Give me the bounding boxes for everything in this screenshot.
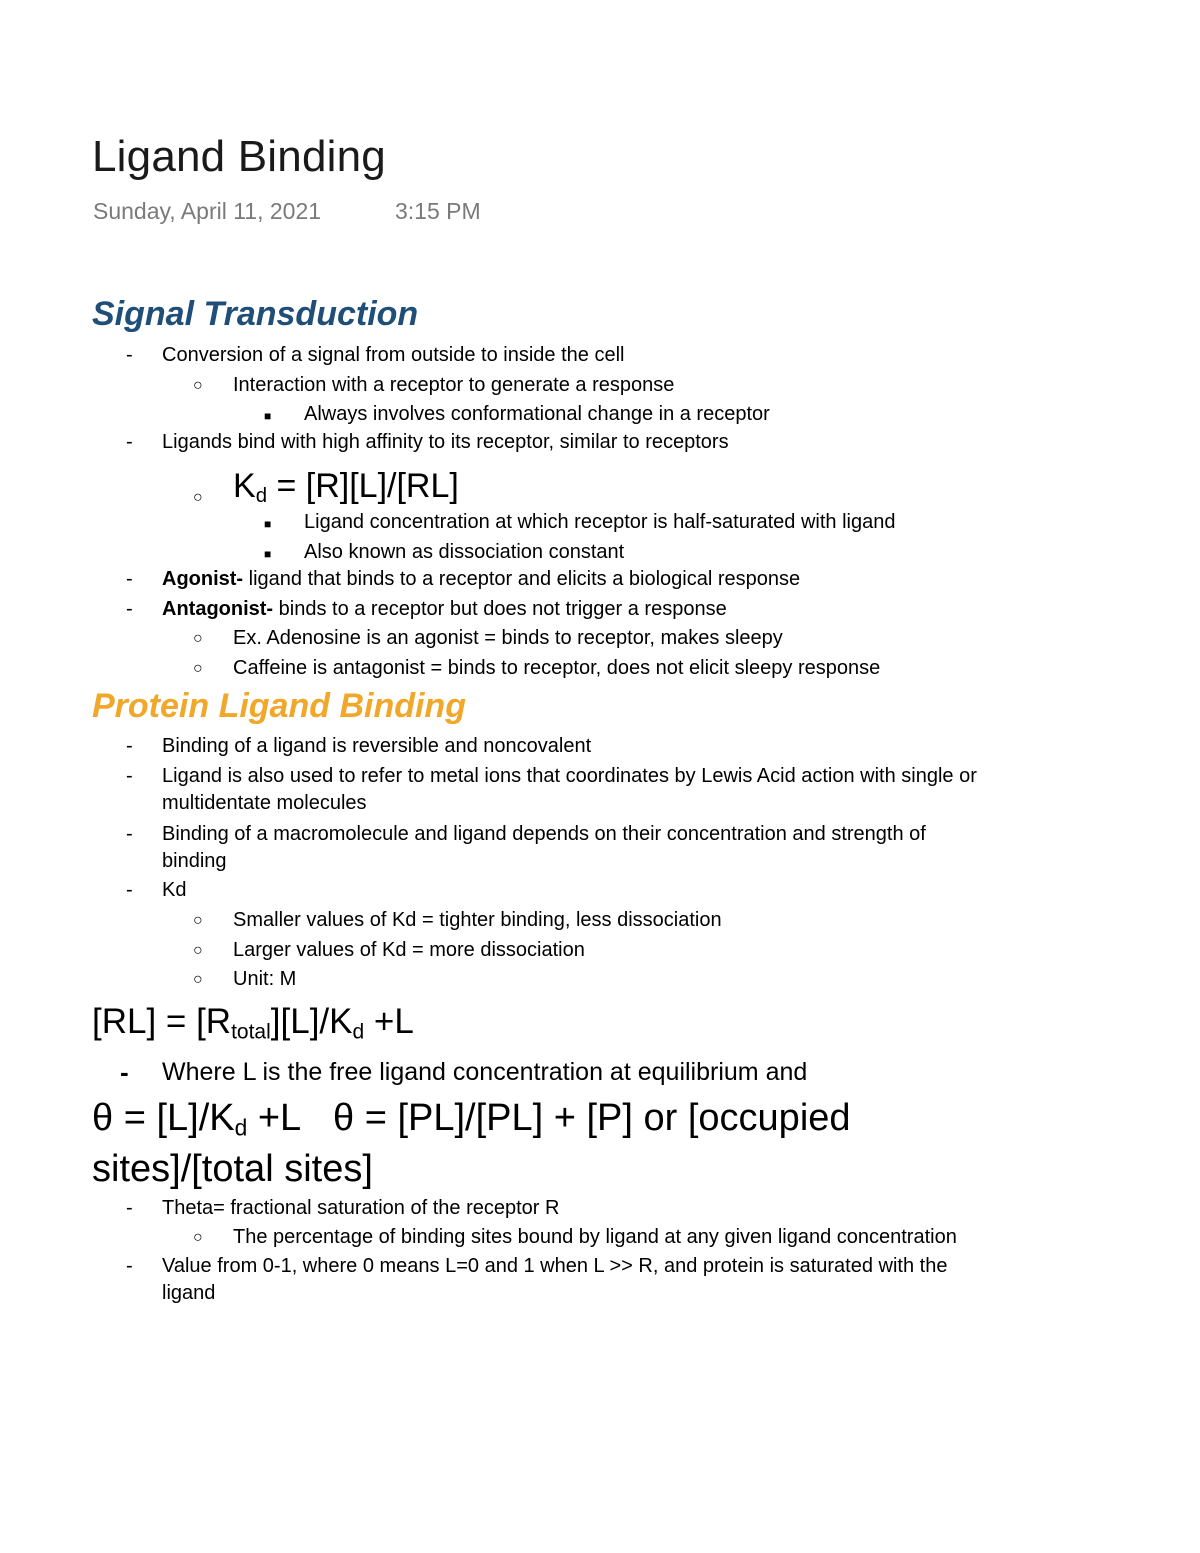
bullet-text: Binding of a macromolecule and ligand depends on their concentration and strength of bbox=[162, 823, 926, 845]
square-bullet: ■ bbox=[264, 547, 272, 561]
bullet-text: Ligand concentration at which receptor is half-saturated with ligand bbox=[304, 511, 896, 533]
bullet-text: Kd bbox=[162, 879, 187, 901]
bullet-text: Caffeine is antagonist = binds to receptor, does not elicit sleepy response bbox=[233, 657, 881, 679]
dash-bullet: - bbox=[126, 735, 133, 757]
circle-bullet: ○ bbox=[193, 942, 203, 959]
bullet-text: Larger values of Kd = more dissociation bbox=[233, 939, 585, 961]
circle-bullet: ○ bbox=[193, 630, 203, 647]
bullet-text: Value from 0-1, where 0 means L=0 and 1 when L >> R, and protein is saturated with the bbox=[162, 1255, 948, 1277]
square-bullet: ■ bbox=[264, 517, 272, 531]
dash-bullet: - bbox=[126, 598, 133, 620]
heading-signal-transduction: Signal Transduction bbox=[92, 295, 419, 333]
dash-bullet: - bbox=[126, 431, 133, 453]
bullet-text: Also known as dissociation constant bbox=[304, 541, 625, 563]
rl-formula: $[RL] = [R_{total}][L]/K_d +L$ bbox=[92, 1002, 414, 1044]
square-bullet: ■ bbox=[264, 409, 272, 423]
bullet-text: Ligand is also used to refer to metal ions that coordinates by Lewis Acid action with single or bbox=[162, 765, 977, 787]
bullet-text: multidentate molecules bbox=[162, 792, 367, 814]
heading-protein-ligand-binding: Protein Ligand Binding bbox=[92, 687, 466, 725]
bullet-text: Smaller values of Kd = tighter binding, less dissociation bbox=[233, 909, 722, 931]
dash-bullet: - bbox=[126, 344, 133, 366]
note-time: 3:15 PM bbox=[395, 198, 481, 224]
bullet-text: The percentage of binding sites bound by ligand at any given ligand concentration bbox=[233, 1226, 957, 1248]
bullet-text: Conversion of a signal from outside to inside the cell bbox=[162, 344, 625, 366]
theta-formula-2: θ = [PL]/[PL] + [P] or [occupied bbox=[333, 1097, 851, 1139]
bullet-text: Always involves conformational change in a receptor bbox=[304, 403, 770, 425]
kd-formula: $K_d = [R][L]/[RL]$ bbox=[233, 467, 459, 508]
dash-bullet: - bbox=[126, 823, 133, 845]
bullet-text: Antagonist- binds to a receptor but does not trigger a response bbox=[162, 598, 727, 620]
theta-formula-1: $\theta = [L]/K_d +L$ bbox=[92, 1097, 302, 1141]
circle-bullet: ○ bbox=[193, 1229, 203, 1246]
bullet-text: Theta= fractional saturation of the receptor R bbox=[162, 1197, 560, 1219]
bullet-text: Agonist- ligand that binds to a receptor and elicits a biological response bbox=[162, 568, 801, 590]
dash-bullet: - bbox=[120, 1057, 129, 1087]
bullet-text: Ex. Adenosine is an agonist = binds to receptor, makes sleepy bbox=[233, 627, 783, 649]
dash-bullet: - bbox=[126, 568, 133, 590]
circle-bullet: ○ bbox=[193, 912, 203, 929]
dash-bullet: - bbox=[126, 1197, 133, 1219]
bullet-text: Interaction with a receptor to generate a response bbox=[233, 374, 675, 396]
circle-bullet: ○ bbox=[193, 971, 203, 988]
dash-bullet: - bbox=[126, 765, 133, 787]
circle-bullet: ○ bbox=[193, 489, 203, 506]
bullet-text: Ligands bind with high affinity to its receptor, similar to receptors bbox=[162, 431, 729, 453]
note-date: Sunday, April 11, 2021 bbox=[93, 198, 322, 224]
page-title: Ligand Binding bbox=[92, 132, 386, 181]
dash-bullet: - bbox=[126, 1255, 133, 1277]
circle-bullet: ○ bbox=[193, 377, 203, 394]
circle-bullet: ○ bbox=[193, 660, 203, 677]
dash-bullet: - bbox=[126, 879, 133, 901]
theta-formula-line2: sites]/[total sites] bbox=[92, 1148, 373, 1190]
bullet-text: ligand bbox=[162, 1282, 216, 1304]
bullet-text: Binding of a ligand is reversible and noncovalent bbox=[162, 735, 592, 757]
bullet-text: binding bbox=[162, 850, 227, 872]
bullet-text: Where L is the free ligand concentration at equilibrium and bbox=[162, 1058, 808, 1086]
bullet-text: Unit: M bbox=[233, 968, 297, 990]
